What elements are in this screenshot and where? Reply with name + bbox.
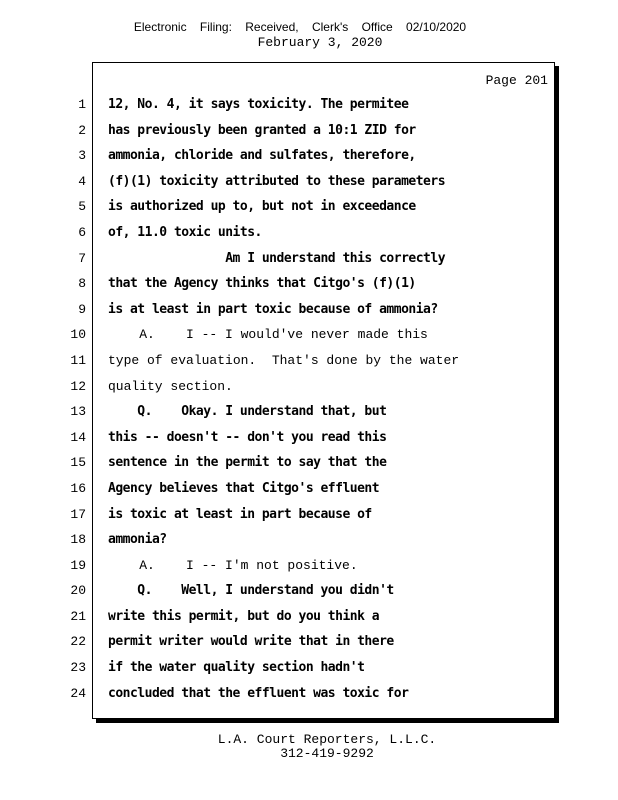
transcript-line: if the water quality section hadn't xyxy=(108,660,365,676)
line-number: 16 xyxy=(70,480,86,496)
line-number: 22 xyxy=(70,634,86,650)
reporter-company: L.A. Court Reporters, L.L.C. xyxy=(217,732,437,747)
transcript-line: (f)(1) toxicity attributed to these parameters xyxy=(108,173,446,189)
electronic-filing-stamp: Electronic Filing: Received, Clerk's Office 02/10/2020 xyxy=(133,20,467,34)
line-number: 18 xyxy=(70,532,86,548)
reporter-footer xyxy=(0,733,618,761)
transcript-line: has previously been granted a 10:1 ZID for xyxy=(108,122,416,138)
reporter-phone: 312-419-9292 xyxy=(280,746,374,761)
line-number: 24 xyxy=(70,685,86,701)
transcript-line: 12, No. 4, it says toxicity. The permitee xyxy=(108,97,409,112)
line-number-column xyxy=(60,92,86,706)
line-number: 1 xyxy=(78,97,86,112)
line-number: 6 xyxy=(78,224,86,240)
transcript-line: A. I -- I would've never made this xyxy=(108,327,428,343)
transcript-line: A. I -- I'm not positive. xyxy=(108,557,358,573)
line-number: 13 xyxy=(70,404,86,420)
transcript-line: that the Agency thinks that Citgo's (f)(1) xyxy=(108,276,416,292)
line-number: 15 xyxy=(70,455,86,471)
transcript-line: is authorized up to, but not in exceedance xyxy=(108,199,416,215)
transcript-line: this -- doesn't -- don't you read this xyxy=(108,429,387,445)
transcript-line: quality section. xyxy=(108,378,233,394)
line-number: 20 xyxy=(70,583,86,599)
line-number: 11 xyxy=(70,352,86,368)
line-number: 2 xyxy=(78,122,86,138)
line-number: 7 xyxy=(78,250,86,266)
line-number: 4 xyxy=(78,173,86,189)
line-number: 9 xyxy=(78,301,86,317)
line-number: 21 xyxy=(70,608,86,624)
line-number: 8 xyxy=(78,276,86,292)
transcript-line: concluded that the effluent was toxic for xyxy=(108,685,409,701)
transcript-line: write this permit, but do you think a xyxy=(108,608,380,624)
line-number: 23 xyxy=(70,660,86,676)
transcript-line: is toxic at least in part because of xyxy=(108,506,372,522)
transcript-line: Agency believes that Citgo's effluent xyxy=(108,480,380,496)
page-number: Page 201 xyxy=(485,73,548,88)
transcript-text xyxy=(108,92,548,706)
transcript-line: type of evaluation. That's done by the water xyxy=(108,352,460,368)
line-number: 19 xyxy=(70,557,86,573)
transcript-line: of, 11.0 toxic units. xyxy=(108,224,262,240)
transcript-line: Q. Okay. I understand that, but xyxy=(108,404,387,420)
transcript-line: Am I understand this correctly xyxy=(108,250,446,266)
line-number: 10 xyxy=(70,327,86,343)
line-number: 12 xyxy=(70,378,86,394)
transcript-line: permit writer would write that in there xyxy=(108,634,394,650)
transcript-line: ammonia, chloride and sulfates, therefore, xyxy=(108,148,416,164)
transcript-line: ammonia? xyxy=(108,532,167,548)
transcript-line: sentence in the permit to say that the xyxy=(108,455,387,471)
transcript-line: is at least in part toxic because of ammonia? xyxy=(108,301,438,317)
line-number: 3 xyxy=(78,148,86,164)
transcript-line: Q. Well, I understand you didn't xyxy=(108,583,394,599)
transcript-date: February 3, 2020 xyxy=(257,35,383,50)
line-number: 17 xyxy=(70,506,86,522)
line-number: 14 xyxy=(70,429,86,445)
line-number: 5 xyxy=(78,199,86,215)
